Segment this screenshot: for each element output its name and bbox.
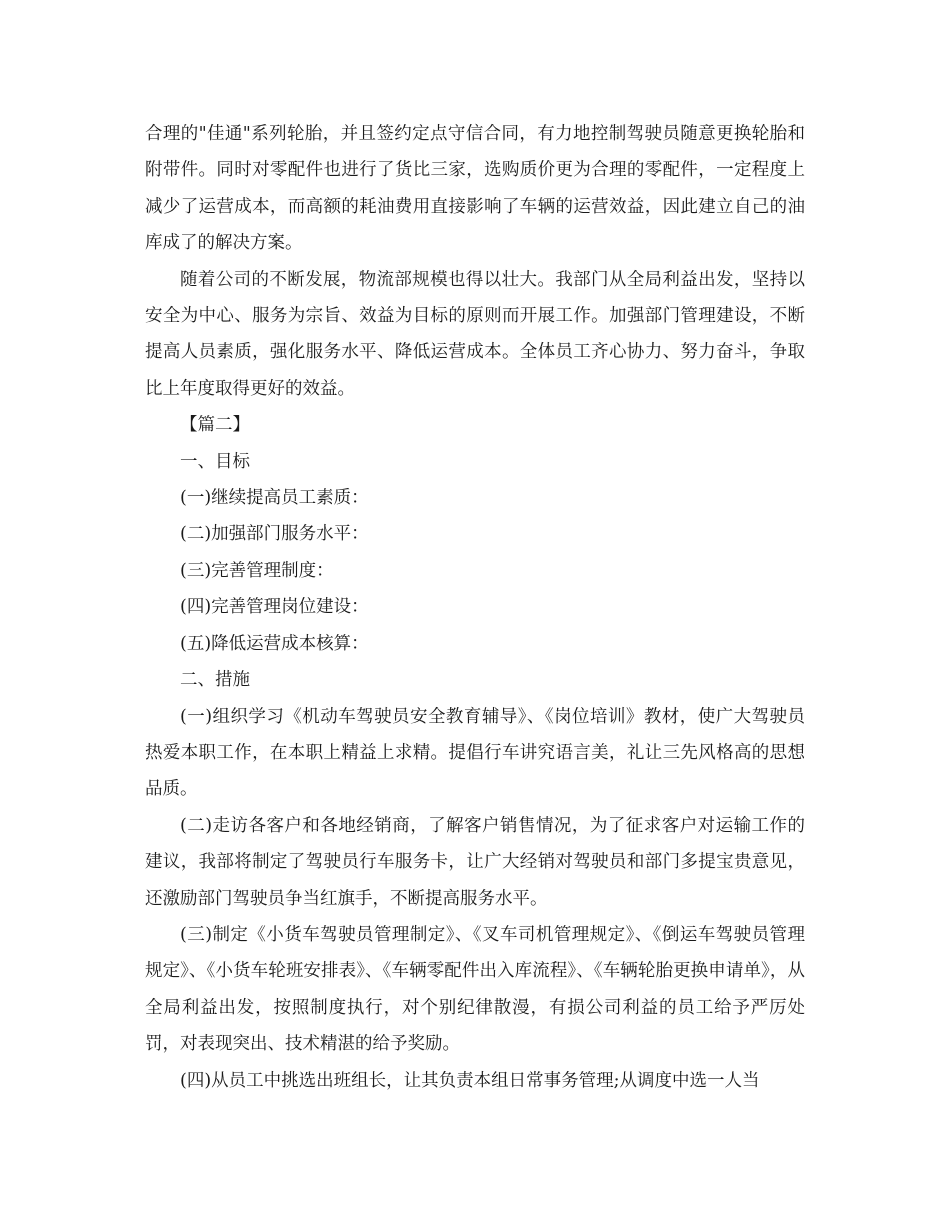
paragraph: (一)组织学习《机动车驾驶员安全教育辅导》、《岗位培训》教材，使广大驾驶员热爱本职工作，在本职上精益上求精。提倡行车讲究语言美，礼让三先风格高的思想品质。 [145, 706, 805, 800]
paragraph: 二、措施 [180, 670, 250, 691]
paragraph: 合理的"佳通"系列轮胎，并且签约定点守信合同，有力地控制驾驶员随意更换轮胎和附带件。同时对零配件也进行了货比三家，选购质价更为合理的零配件，一定程度上减少了运营成本，而高额的耗油费用直接影响了车辆的运营效益，因此建立自己的油库成了的解决方案。 [145, 124, 805, 254]
paragraph: (二)走访各客户和各地经销商，了解客户销售情况，为了征求客户对运输工作的建议，我部将制定了驾驶员行车服务卡，让广大经销对驾驶员和部门多提宝贵意见，还激励部门驾驶员争当红旗手，不断提高服务水平。 [145, 815, 805, 909]
paragraph: 随着公司的不断发展，物流部规模也得以壮大。我部门从全局利益出发，坚持以安全为中心、服务为宗旨、效益为目标的原则而开展工作。加强部门管理建设，不断提高人员素质，强化服务水平、降低运营成本。全体员工齐心协力、努力奋斗，争取比上年度取得更好的效益。 [145, 269, 805, 399]
document-body [145, 116, 805, 1099]
paragraph: 【篇二】 [180, 415, 250, 436]
paragraph: (四)完善管理岗位建设： [180, 597, 369, 618]
paragraph: 一、目标 [180, 451, 250, 472]
paragraph: (二)加强部门服务水平： [180, 524, 369, 545]
paragraph: (一)继续提高员工素质： [180, 488, 369, 509]
paragraph: (三)制定《小货车驾驶员管理制定》、《叉车司机管理规定》、《倒运车驾驶员管理规定》、《小货车轮班安排表》、《车辆零配件出入库流程》、《车辆轮胎更换申请单》，从全局利益出发，按照制度执行，对个别纪律散漫，有损公司利益的员工给予严厉处罚，对表现突出、技术精湛的给予奖励。 [145, 924, 805, 1055]
paragraph: (四)从员工中挑选出班组长，让其负责本组日常事务管理;从调度中选一人当 [180, 1070, 760, 1091]
paragraph: (五)降低运营成本核算： [180, 633, 369, 654]
paragraph: (三)完善管理制度： [180, 560, 334, 581]
